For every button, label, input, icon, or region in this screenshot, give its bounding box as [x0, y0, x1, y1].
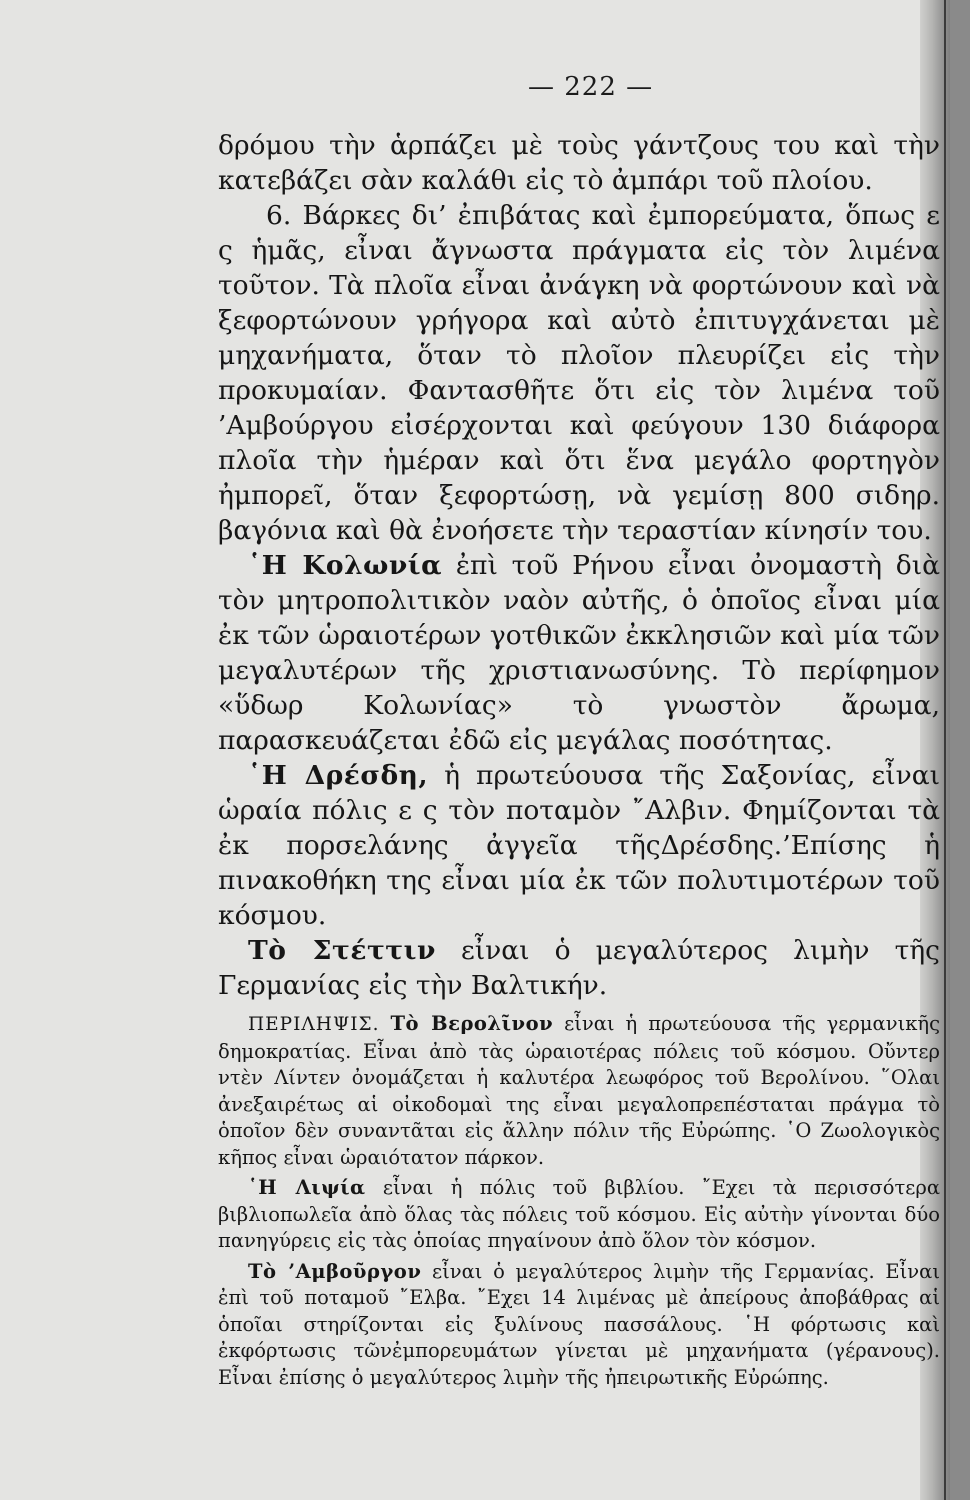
- main-text-block: [218, 128, 940, 1003]
- paragraph-continuation: [218, 128, 940, 198]
- page-edge-line: [944, 0, 946, 1500]
- paragraph-text: εἶναι ἡ πόλις τοῦ βιβλίου. ῎Εχει τὰ περισσότερα βιβλιοπωλεῖα ἀπὸ ὅλας τὰς πόλεις τοῦ κόσμου. Εἰς αὐτὴν γίνονται δύο πανηγύρεις εἰς τὰς ὁποίας πηγαίνουν ἀπὸ ὅλον τὸν κόσμον.: [218, 1176, 941, 1252]
- paragraph-text: 6. Βάρκες δι’ ἐπιβάτας καὶ ἐμπορεύματα, ὅπως ε ς ἡμᾶς, εἶναι ἄγνωστα πράγματα εἰς τὸν λιμένα τοῦτον. Τὰ πλοῖα εἶναι ἀνάγκη νὰ φορτώνουν καὶ νὰ ξεφορτώνουν γρήγορα καὶ αὐτὸ ἐπιτυγχάνεται μὲ μηχανήματα, ὅταν τὸ πλοῖον πλευρίζει εἰς τὴν προκυμαίαν. Φαντασθῆτε ὅτι εἰς τὸν λιμένα τοῦ ’Αμβούργου εἰσέρχονται καὶ φεύγουν 130 διάφορα πλοῖα τὴν ἡμέραν καὶ ὅτι ἕνα μεγάλο φορτηγὸν ἠμπορεῖ, ὅταν ξεφορτώσῃ, νὰ γεμίσῃ 800 σιδηρ. βαγόνια καὶ θὰ ἐνοήσετε τὴν τεραστίαν κίνησίν του.: [218, 200, 940, 546]
- heading-dresden: ῾Η Δρέσδη,: [248, 760, 429, 791]
- paragraph-hamburg: [218, 1259, 940, 1392]
- paragraph-dresden: [218, 758, 940, 933]
- summary-label: ΠΕΡΙΛΗΨΙΣ.: [248, 1014, 380, 1035]
- paragraph-cologne: [218, 548, 940, 758]
- paragraph-text: εἶναι ἡ πρωτεύουσα τῆς γερμανικῆς δημοκρατίας. Εἶναι ἀπὸ τὰς ὡραιοτέρας πόλεις τοῦ κόσμου. Οὔντερ ντὲν Λίντεν ὀνομάζεται ἡ καλυτέρα λεωφόρος τοῦ Βερολίνου. ῞Ολαι ἀνεξαιρέτως αἱ οἰκοδομαὶ της εἶναι μεγαλοπρεπέσταται πράγμα τὸ ὁποῖον δὲν συναντᾶται εἰς ἄλλην πόλιν τῆς Εὐρώπης. ῾Ο Ζωολογικὸς κῆπος εἶναι ὡραιότατον πάρκον.: [218, 1012, 941, 1169]
- paragraph-text: εἶναι ὁ μεγαλύτερος λιμὴν τῆς Γερμανίας εἰς τὴν Βαλτικήν.: [218, 935, 940, 1001]
- paragraph-stettin: [218, 933, 940, 1003]
- paragraph-text: ἐπὶ τοῦ Ρήνου εἶναι ὀνομαστὴ διὰ τὸν μητροπολιτικὸν ναὸν αὐτῆς, ὁ ὁποῖος εἶναι μία ἐκ τῶν ὡραιοτέρων γοτθικῶν ἐκκλησιῶν καὶ μία τῶν μεγαλυτέρων τῆς χριστιανωσύνης. Τὸ περίφημον «ὕδωρ Κολωνίας» τὸ γνωστὸν ἄρωμα, παρασκευάζεται ἐδῶ εἰς μεγάλας ποσότητας.: [218, 550, 940, 756]
- paragraph-text: ἡ πρωτεύουσα τῆς Σαξονίας, εἶναι ὡραία πόλις ε ς τὸν ποταμὸν ῎Αλβιν. Φημίζονται τὰ ἐκ πορσελάνης ἀγγεῖα τῆςΔρέσδης.’Επίσης ἡ πινακοθήκη της εἶναι μία ἐκ τῶν πολυτιμοτέρων τοῦ κόσμου.: [218, 760, 940, 931]
- heading-berlin: Τὸ Βερολῖνον: [390, 1012, 554, 1035]
- heading-hamburg: Τὸ ’Αμβοῦργον: [248, 1259, 422, 1283]
- paragraph-text: εἶναι ὁ μεγαλύτερος λιμὴν τῆς Γερμανίας. Εἶναι ἐπὶ τοῦ ποταμοῦ ῎Ελβα. ῎Εχει 14 λιμένας μὲ ἀπείρους ἀποβάθρας αἱ ὁποῖαι στηρίζονται εἰς ξυλίνους πασσάλους. ῾Η φόρτωσις καὶ ἐκφόρτωσις τῶνἐμπορευμάτων γίνεται μὲ μηχανήματα (γέρανους). Εἶναι ἐπίσης ὁ μεγαλύτερος λιμὴν τῆς ἠπειρωτικῆς Εὐρώπης.: [218, 1259, 940, 1389]
- paragraph-berlin-summary: [218, 1011, 940, 1171]
- page-body: [218, 128, 940, 1391]
- heading-leipzig: ῾Η Λιψία: [248, 1176, 366, 1199]
- paragraph-leipzig: [218, 1175, 940, 1255]
- paragraph-harbor-boats: [218, 198, 940, 548]
- heading-stettin: Τὸ Στέττιν: [248, 935, 436, 966]
- paragraph-text: δρόμου τὴν ἁρπάζει μὲ τοὺς γάντζους του καὶ τὴν κατεβάζει σὰν καλάθι εἰς τὸ ἀμπάρι τοῦ πλοίου.: [218, 130, 940, 196]
- heading-cologne: ῾Η Κολωνία: [248, 550, 443, 581]
- summary-block: [218, 1011, 940, 1391]
- page-number: — 222 —: [528, 72, 654, 102]
